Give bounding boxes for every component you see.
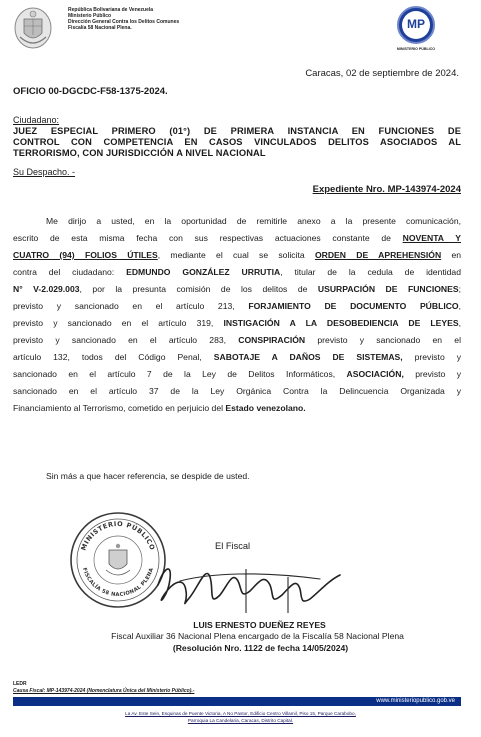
recipient-line-1: JUEZ ESPECIAL PRIMERO (01°) DE PRIMERA INSTANCIA EN FUNCIONES DE: [13, 126, 461, 136]
footer-causa: Causa Fiscal: MP-143974-2024 (Nomenclatura Única del Ministerio Público).-: [13, 688, 195, 694]
body-line-9: artículo 132, todos del Código Penal, SABOTAJE A DAÑOS DE SISTEMAS, previsto y: [13, 352, 461, 362]
body-line-1: Me dirijo a usted, en la oportunidad de remitirle anexo a la presente comunicación,: [46, 216, 461, 226]
handwritten-signature: [150, 555, 350, 617]
mp-logo-icon: [397, 6, 435, 44]
footer-address-1: La Av. Este Sein, Esquinas de Puente Victoria, A No Pastor, Edificio Centro Villamil, Piso 15, Parque Carabobo,: [125, 711, 356, 716]
signature-role: El Fiscal: [215, 541, 251, 551]
expediente-number: Expediente Nro. MP-143974-2024: [312, 184, 461, 195]
mp-logo-letters: MP: [407, 17, 425, 31]
stamp-top-text: MINISTERIO PÚBLICO: [79, 519, 157, 552]
closing-line: Sin más a que hacer referencia, se despide de usted.: [46, 471, 250, 481]
mp-logo: [392, 6, 440, 52]
org-line-3: Dirección General Contra los Delitos Comunes: [68, 19, 180, 25]
body-line-3: CUATRO (94) FOLIOS ÚTILES, mediante el cual se solicita ORDEN DE APREHENSIÓN en: [13, 250, 462, 260]
org-line-1: República Bolivariana de Venezuela: [68, 7, 154, 13]
recipient-line-2: CONTROL CON COMPETENCIA EN CASOS VINCULADOS DELITOS ASOCIADOS AL: [13, 137, 461, 147]
body-paragraph: [13, 213, 461, 417]
org-line-2: Ministerio Público: [68, 13, 112, 19]
oficio-number: OFICIO 00-DGCDC-F58-1375-2024.: [13, 86, 168, 97]
body-line-2: escrito de esta misma fecha con sus respectivas actuaciones constante de NOVENTA Y: [13, 233, 461, 243]
footer-bar: [13, 697, 461, 706]
footer-initials: LEDR: [13, 681, 27, 687]
recipient-line-3: TERRORISMO, CON JURISDICCIÓN A NIVEL NACIONAL: [13, 148, 266, 158]
date-line: Caracas, 02 de septiembre de 2024.: [305, 68, 459, 79]
body-line-6: previsto y sancionado en el artículo 213, FORJAMIENTO DE DOCUMENTO PÚBLICO,: [13, 301, 462, 311]
body-line-10: sancionado en el artículo 7 de la Ley de Delitos Informáticos, ASOCIACIÓN, previsto y: [13, 369, 461, 379]
footer-website[interactable]: www.ministeriopublico.gob.ve: [376, 698, 455, 704]
svg-text:FISCALÍA 58 NACIONAL PLENA: [81, 567, 155, 598]
coat-of-arms: [12, 5, 54, 51]
body-line-8: previsto y sancionado en el artículo 283, CONSPIRACIÓN previsto y sancionado en el: [13, 335, 461, 345]
body-line-12: Financiamiento al Terrorismo, cometido en perjuicio del Estado venezolano.: [13, 403, 306, 413]
body-line-5: N° V-2.029.003, por la presunta comisión de los delitos de USURPACIÓN DE FUNCIONES;: [13, 284, 461, 294]
signer-title: Fiscal Auxiliar 36 Nacional Plena encargado de la Fiscalía 58 Nacional Plena: [111, 631, 404, 641]
recipient-despacho: Su Despacho. -: [13, 167, 76, 177]
signer-name: LUIS ERNESTO DUEÑEZ REYES: [193, 620, 326, 630]
org-line-4: Fiscalía 58 Nacional Plena.: [68, 25, 132, 31]
body-line-7: previsto y sancionado en el artículo 319, INSTIGACIÓN A LA DESOBEDIENCIA DE LEYES,: [13, 318, 462, 328]
signer-resolution: (Resolución Nro. 1122 de fecha 14/05/2024): [172, 643, 349, 653]
body-line-4: contra del ciudadano: EDMUNDO GONZÁLEZ URRUTIA, titular de la cedula de identidad: [13, 267, 461, 277]
recipient-salutation: Ciudadano:: [13, 115, 60, 125]
recipient-block: [13, 126, 461, 159]
footer-address-2: Parroquia La Candelaria, Caracas, Distrito Capital.: [187, 718, 294, 723]
stamp-bottom-text: FISCALÍA 58 NACIONAL PLENA: [81, 567, 156, 599]
body-line-11: sancionado en el artículo 37 de la Ley Orgánica Contra la Delincuencia Organizada y: [13, 386, 461, 396]
mp-logo-caption: MINISTERIO PÚBLICO: [396, 47, 436, 51]
